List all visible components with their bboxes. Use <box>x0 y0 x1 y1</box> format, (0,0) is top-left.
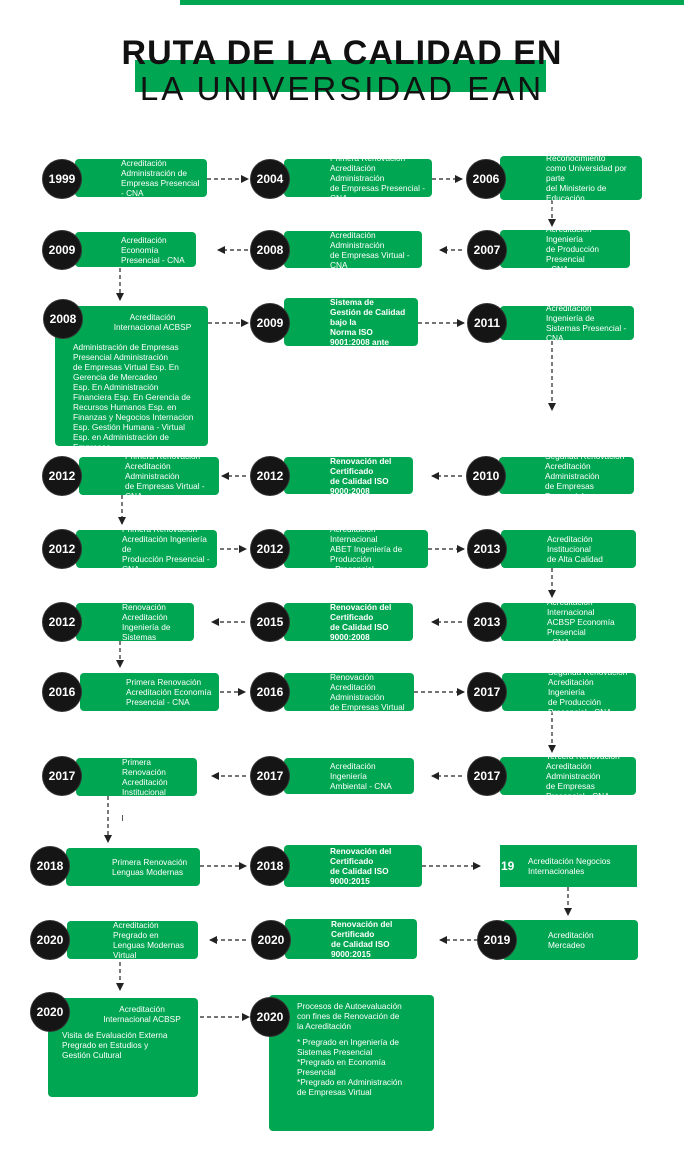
milestone-label: Procesos de Autoevaluación con fines de Renovación de la Acreditación <box>297 1001 402 1031</box>
year-badge: 2018 <box>251 847 289 885</box>
year-badge: 2020 <box>31 921 69 959</box>
year-badge: 2013 <box>468 530 506 568</box>
year-badge: 2013 <box>468 603 506 641</box>
milestone-box <box>284 524 428 574</box>
milestone-label: Renovación del Certificado de Calidad ISO 9000:2015 <box>331 919 393 959</box>
milestone-label: Acreditación Administración de Empresas Virtual - CNA <box>330 229 410 270</box>
milestone-label: Acreditación Internacional ACBSP Economía Presencial - CNA <box>547 597 615 647</box>
year-badge: 2008 <box>44 300 82 338</box>
page-title: RUTA DE LA CALIDAD EN <box>121 34 563 72</box>
milestone-box <box>79 451 219 501</box>
year-badge: 2012 <box>43 603 81 641</box>
year-badge: 2012 <box>251 530 289 568</box>
milestone-box <box>48 998 198 1097</box>
year-badge: 2004 <box>251 160 289 198</box>
milestone-box <box>75 232 196 267</box>
milestone-box <box>284 845 422 887</box>
milestone-label: Primera Renovación Acreditación Ingeniería de Sistemas Presencial - CNA <box>122 592 186 652</box>
milestone-label: Acreditación Administración de Empresas Presencial - CNA <box>121 158 200 198</box>
milestone-box <box>75 159 207 197</box>
milestone-label: Renovación del Certificado de Calidad ISO 9000:2008 <box>330 455 392 496</box>
milestone-label: Renovación del Certificado de Calidad ISO 9000:2008 <box>330 602 392 642</box>
milestone-label: Acreditación Institucional de Alta Calidad <box>547 534 603 564</box>
milestone-label: Segunda Renovación Acreditación Administración de Empresas Virtual - CNA <box>330 662 405 722</box>
milestone-box <box>284 231 422 268</box>
milestone-box <box>500 751 636 801</box>
milestone-label: Acreditación Internacional ABET Ingeniería de Producción - Presencial <box>330 524 403 574</box>
milestone-box <box>76 758 197 796</box>
milestone-label: Acreditación Pregrado en Lenguas Modernas Virtual <box>113 920 185 960</box>
milestone-box <box>500 845 637 887</box>
milestone-box <box>80 673 219 711</box>
milestone-detail: * Pregrado en Ingeniería de Sistemas Presencial *Pregrado en Economía Presencial *Pregrado en Administración de Empresas Virtual <box>297 1037 403 1097</box>
milestone-label: Segunda Renovación Acreditación Ingeniería de Producción Presencial - CNA <box>548 667 628 717</box>
milestone-label: Primera Renovación Lenguas Modernas <box>112 857 188 877</box>
milestone-box <box>76 592 194 652</box>
milestone-box <box>501 530 636 568</box>
year-badge: 2012 <box>43 530 81 568</box>
milestone-box <box>284 153 432 203</box>
milestone-box <box>269 995 434 1131</box>
milestone-label: Acreditación Internacional ACBSP <box>103 1004 181 1024</box>
year-badge: 2017 <box>468 673 506 711</box>
milestone-box <box>76 524 217 574</box>
milestone-label: Tercera Renovación Acreditación Administración de Empresas Presencial - CNA <box>546 751 620 801</box>
year-badge: 2017 <box>468 757 506 795</box>
milestone-box <box>500 224 630 274</box>
year-badge: 2016 <box>251 673 289 711</box>
milestone-box <box>67 921 198 959</box>
milestone-box <box>285 919 417 959</box>
milestone-label: Acreditación Internacional ACBSP <box>113 312 192 332</box>
milestone-box <box>500 143 642 213</box>
milestone-box <box>284 758 414 794</box>
year-badge-cropped: 19 <box>501 859 515 873</box>
milestone-label: Renovación del Certificado de Calidad ISO 9000:2015 <box>330 846 392 886</box>
year-badge: 2012 <box>43 457 81 495</box>
year-badge: 2020 <box>252 921 290 959</box>
milestone-box <box>502 920 638 960</box>
milestone-label: Acreditación Economía Presencial - CNA <box>121 234 185 265</box>
milestone-box <box>501 597 636 647</box>
year-badge: 2017 <box>251 757 289 795</box>
year-badge: 2016 <box>43 673 81 711</box>
milestone-label: Primera Renovación Acreditación Institucional <box>122 757 168 797</box>
milestone-detail: Administración de Empresas Presencial Administración de Empresas Virtual Esp. En Gerencia de Mercadeo Esp. En Administración Financiera Esp. En Gerencia de Recursos Humanos Esp. en Finanzas y Negocios Internacion Esp. Gestión Humana - Virtual Esp. en Administración de Empresas <box>73 342 194 452</box>
milestone-label: Primera Renovación Acreditación Ingeniería de Producción Presencial - CNA <box>122 524 210 574</box>
year-badge: 2007 <box>468 231 506 269</box>
year-badge: 2012 <box>251 457 289 495</box>
year-badge: 2011 <box>468 304 506 342</box>
year-badge: 2010 <box>467 457 505 495</box>
milestone-label: Primera Renovación Acreditación Administración de Empresas Presencial - CNA <box>330 153 425 203</box>
milestone-label: Acreditación Mercadeo <box>548 930 594 950</box>
year-badge: 2008 <box>251 231 289 269</box>
milestone-label: Primera Renovación Acreditación Administración de Empresas Virtual - CNA <box>125 451 205 501</box>
milestone-detail: Visita de Evaluación Externa Pregrado en Estudios y Gestión Cultural <box>62 1030 168 1060</box>
milestone-box <box>500 303 634 343</box>
year-badge: 2009 <box>43 231 81 269</box>
milestone-label: Acreditación Ingeniería de Sistemas Presencial - CNA <box>546 303 627 343</box>
year-badge: 2009 <box>251 304 289 342</box>
year-badge: 2017 <box>43 757 81 795</box>
year-badge: 2018 <box>31 847 69 885</box>
milestone-box <box>66 848 200 886</box>
milestone-label: Se obtiene el Reconocimiento como Universidad por parte del Ministerio de Educación Nacional <box>546 143 627 213</box>
milestone-label: Acreditación Ingeniería Ambiental - CNA <box>330 761 392 791</box>
milestone-label: Acreditación Ingeniería de Producción Presencial - CNA <box>546 224 600 274</box>
milestone-box <box>499 450 634 501</box>
milestone-label: Acreditación Negocios Internacionales <box>528 856 611 876</box>
milestone-box <box>284 603 413 641</box>
year-badge: 2015 <box>251 603 289 641</box>
milestone-label: Certificación del Sistema de Gestión de Calidad bajo la Norma ISO 9001:2008 ante la firma SGS <box>330 287 406 357</box>
milestone-label: Segunda Renovación Acreditación Administración de Empresas Presencial <box>545 450 625 501</box>
page-subtitle: LA UNIVERSIDAD EAN <box>139 70 545 107</box>
year-badge: 2020 <box>31 993 69 1031</box>
milestone-label: Primera Renovación Acreditación Economía Presencial - CNA <box>126 677 212 707</box>
year-badge: 2006 <box>467 160 505 198</box>
year-badge: 2020 <box>251 998 289 1036</box>
milestone-box <box>284 457 413 494</box>
year-badge: 1999 <box>43 160 81 198</box>
milestone-box <box>502 667 636 717</box>
milestone-box <box>284 662 414 722</box>
milestone-box <box>284 287 418 357</box>
year-badge: 2019 <box>478 921 516 959</box>
